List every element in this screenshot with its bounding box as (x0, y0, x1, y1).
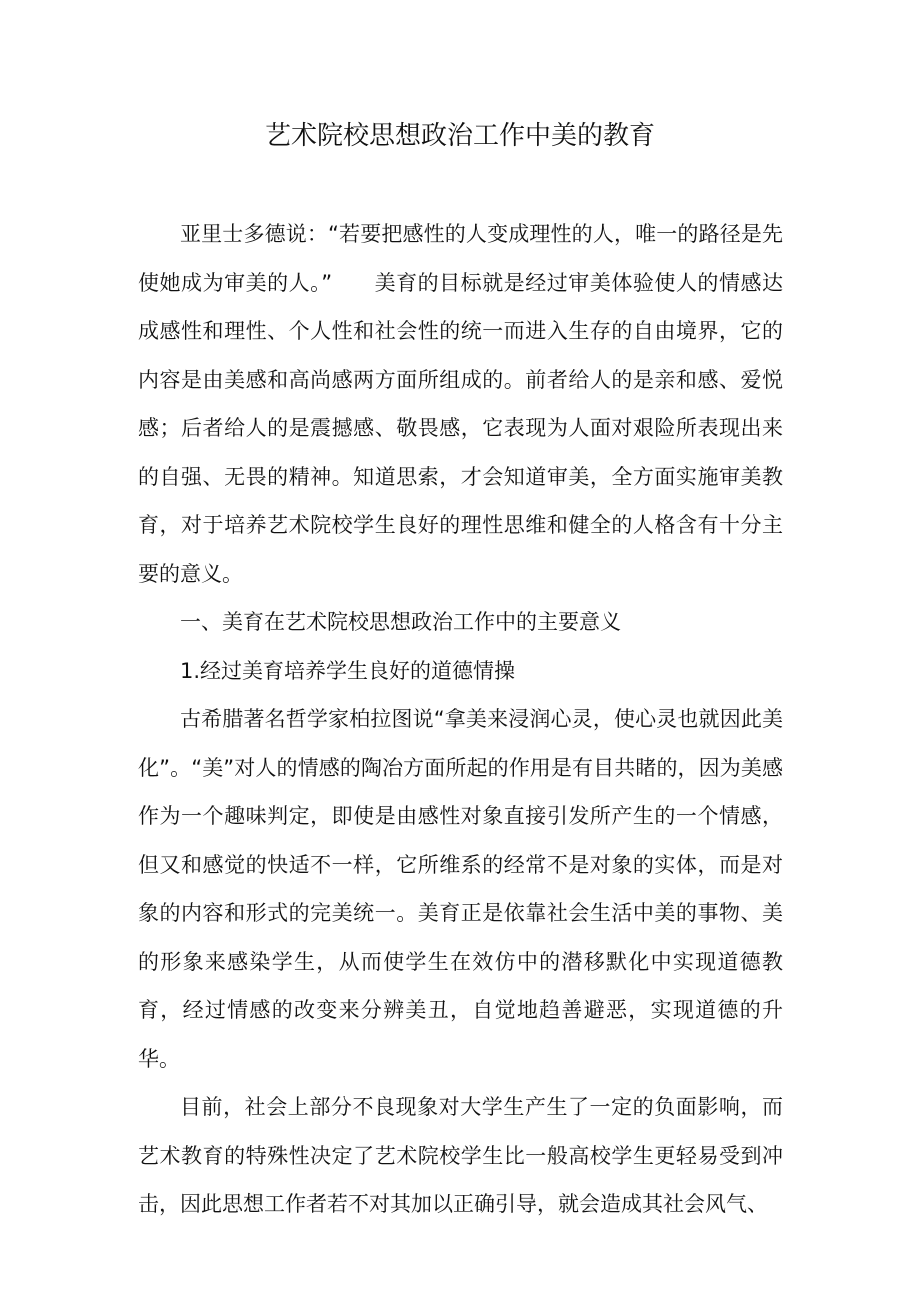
document-title: 艺术院校思想政治工作中美的教育 (264, 121, 655, 151)
section-heading: 一、美育在艺术院校思想政治工作中的主要意义 (180, 610, 621, 634)
paragraph-intro-rest: 美育的目标就是经过审美体验使人的情感达成感性和理性、个人性和社会性的统一而进入生存的自由境界，它的内容是由美感和高尚感两方面所组成的。前者给人的是亲和感、爱悦感；后者给人的是震撼感、敬畏感，它表现为人面对艰险所表现出来的自强、无畏的精神。知道思索，才会知道审美，全方面实施审美教育，对于培养艺术院校学生良好的理性思维和健全的人格含有十分主要的意义。 (138, 270, 783, 586)
paragraph-plato: 古希腊著名哲学家柏拉图说“拿美来浸润心灵，使心灵也就因此美化”。“美”对人的情感的陶冶方面所起的作用是有目共睹的，因为美感作为一个趣味判定，即使是由感性对象直接引发所产生的一个情感，但又和感觉的快适不一样，它所维系的经常不是对象的实体，而是对象的内容和形式的完美统一。美育正是依靠社会生活中美的事物、美的形象来感染学生，从而使学生在效仿中的潜移默化中实现道德教育，经过情感的改变来分辨美丑，自觉地趋善避恶，实现道德的升华。 (138, 707, 783, 1071)
document-body (138, 210, 783, 1229)
paragraph-intro-quote: 亚里士多德说：“若要把感性的人变成理性的人，唯一的路径是先使她成为审美的人。” (138, 222, 783, 295)
paragraph-current: 目前，社会上部分不良现象对大学生产生了一定的负面影响，而艺术教育的特殊性决定了艺术院校学生比一般高校学生更轻易受到冲击，因此思想工作者若不对其加以正确引导，就会造成其社会风气、 (138, 1095, 783, 1216)
subsection-heading: 1.经过美育培养学生良好的道德情操 (180, 658, 516, 683)
paragraph-intro (138, 210, 783, 598)
